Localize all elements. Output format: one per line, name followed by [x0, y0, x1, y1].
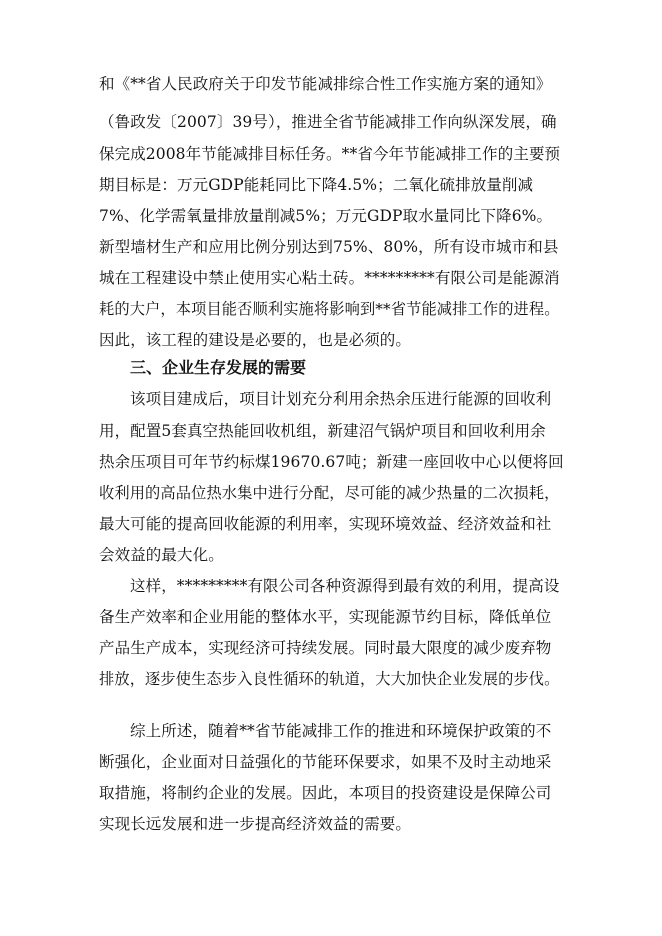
paragraph-line: 保完成2008年节能减排目标任务。**省今年节能减排工作的主要预 — [99, 145, 561, 163]
paragraph-line: 产品生产成本，实现经济可持续发展。同时最大限度的减少废弃物 — [99, 639, 552, 657]
paragraph-line: 用，配置5套真空热能回收机组，新建沼气锅炉项目和回收利用余 — [99, 422, 546, 440]
paragraph-line: 实现长远发展和进一步提高经济效益的需要。 — [99, 815, 412, 833]
paragraph-line: 会效益的最大化。 — [99, 546, 224, 564]
paragraph-line: （鲁政发〔2007〕39号），推进全省节能减排工作向纵深发展，确 — [99, 113, 557, 131]
paragraph-line: 新型墙材生产和应用比例分别达到75%、80%，所有设市城市和县 — [99, 238, 559, 256]
paragraph-line: 收利用的高品位热水集中进行分配，尽可能的减少热量的二次损耗， — [99, 484, 560, 502]
paragraph-line: 取措施，将制约企业的发展。因此，本项目的投资建设是保障公司 — [99, 784, 552, 802]
paragraph-line: 城在工程建设中禁止使用实心粘土砖。*********有限公司是能源消 — [99, 269, 560, 287]
paragraph-line: 排放，逐步使生态步入良性循环的轨道，大大加快企业发展的步伐。 — [99, 670, 560, 688]
paragraph-line: 耗的大户，本项目能否顺利实施将影响到**省节能减排工作的进程。 — [99, 300, 560, 318]
paragraph-line: 备生产效率和企业用能的整体水平，实现能源节约目标，降低单位 — [99, 608, 552, 626]
paragraph-line: 7%、化学需氧量排放量削减5%；万元GDP取水量同比下降6%。 — [99, 207, 553, 225]
paragraph-line: 因此，该工程的建设是必要的，也是必须的。 — [99, 331, 412, 349]
paragraph-line: 期目标是：万元GDP能耗同比下降4.5%；二氧化硫排放量削减 — [99, 176, 534, 194]
paragraph-line: 最大可能的提高回收能源的利用率，实现环境效益、经济效益和社 — [99, 515, 552, 533]
paragraph-line: 该项目建成后，项目计划充分利用余热余压进行能源的回收利 — [130, 390, 552, 408]
paragraph-line: 断强化，企业面对日益强化的节能环保要求，如果不及时主动地采 — [99, 753, 552, 771]
paragraph-line: 和《**省人民政府关于印发节能减排综合性工作实施方案的通知》 — [99, 75, 552, 93]
paragraph-line: 这样，*********有限公司各种资源得到最有效的利用，提高设 — [130, 577, 560, 595]
section-heading: 三、企业生存发展的需要 — [130, 358, 307, 377]
paragraph-line: 热余压项目可年节约标煤19670.67吨；新建一座回收中心以便将回 — [99, 453, 564, 471]
paragraph-line: 综上所述，随着**省节能减排工作的推进和环境保护政策的不 — [130, 722, 552, 740]
